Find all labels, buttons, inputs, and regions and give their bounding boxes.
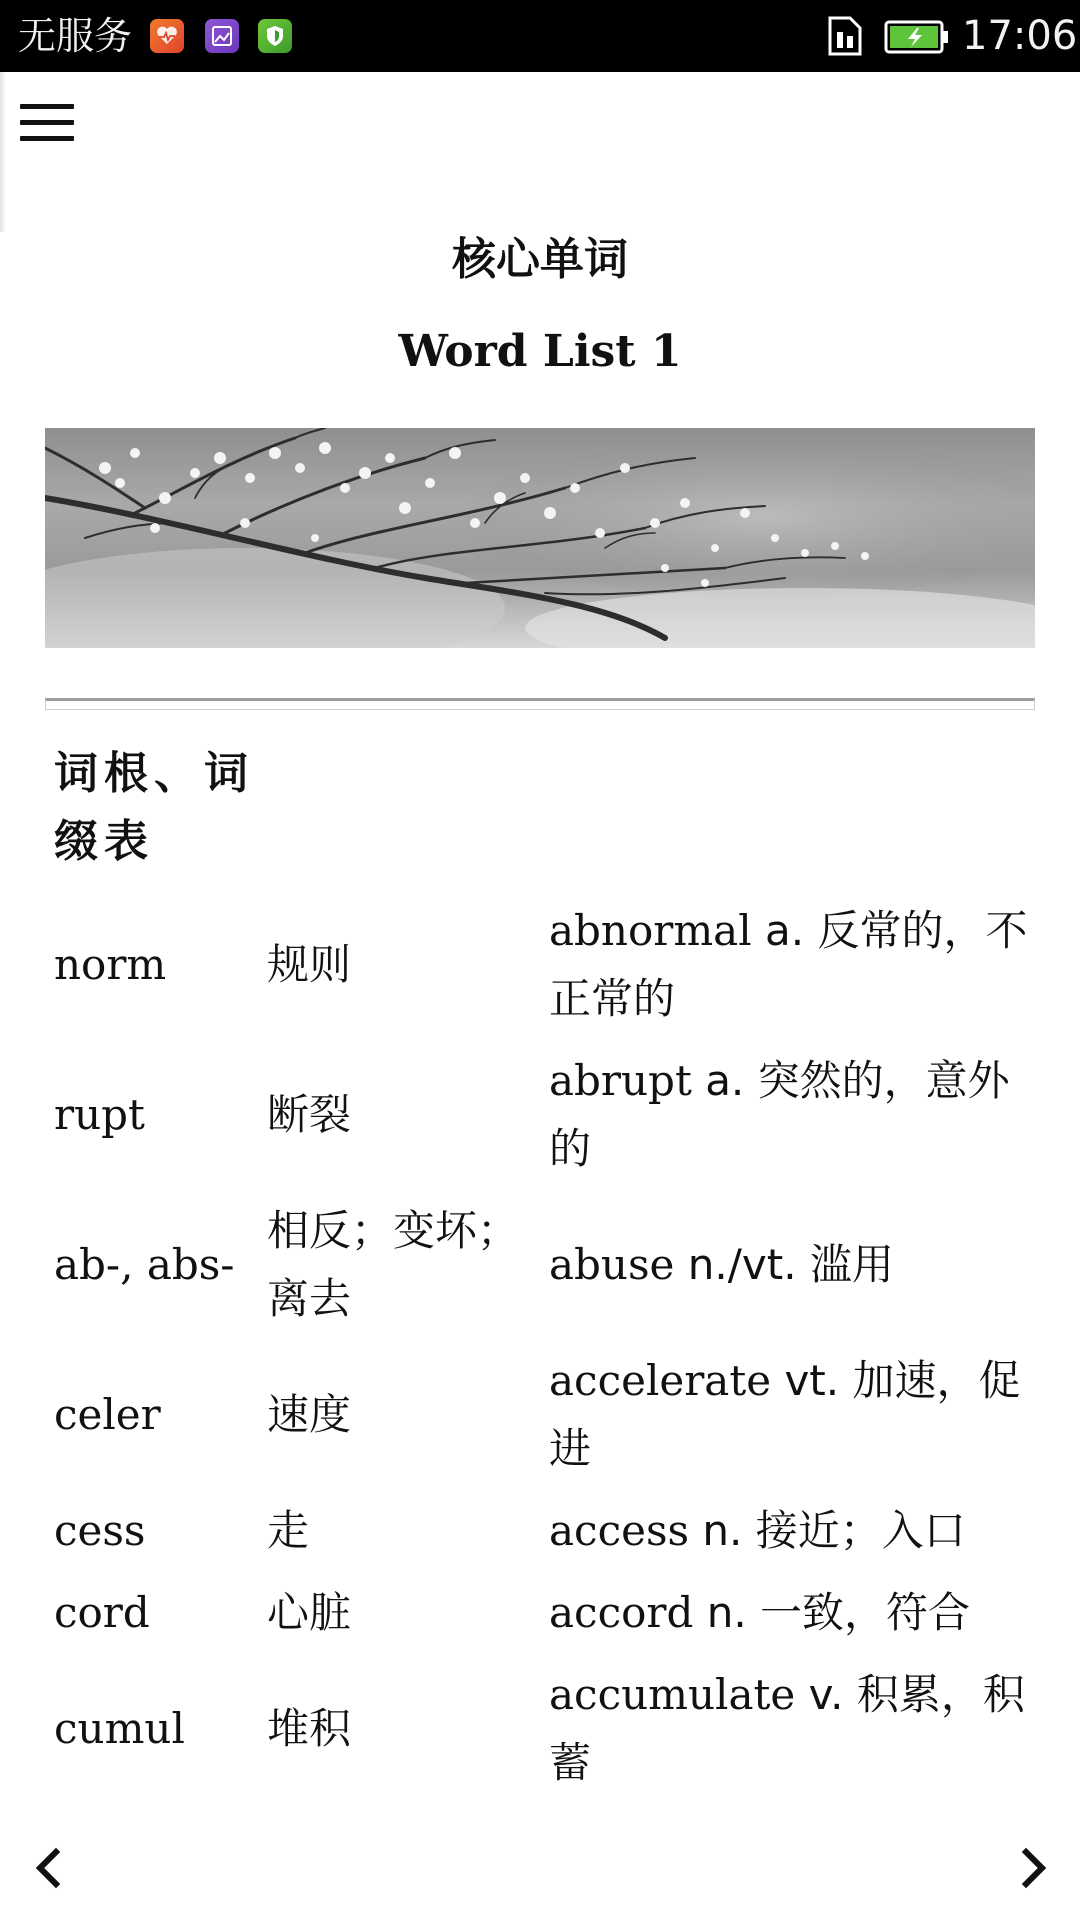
drawer-edge: [0, 72, 6, 232]
section-title: 词根、词缀表: [54, 748, 254, 867]
chevron-left-icon[interactable]: [18, 1836, 82, 1900]
meaning-cell: 堆积: [267, 1704, 352, 1753]
example-definition: vt. 加速，促进: [549, 1356, 1021, 1473]
health-app-icon: [150, 19, 184, 53]
page-title: 核心单词: [452, 234, 628, 285]
carrier-label: 无服务: [18, 14, 133, 58]
chevron-right-icon[interactable]: [1000, 1836, 1064, 1900]
root-cell: cord: [54, 1588, 150, 1637]
sim-card-icon: [828, 16, 862, 56]
meaning-cell: 相反；变坏；离去: [267, 1206, 520, 1323]
example-word: abrupt: [549, 1056, 692, 1105]
root-cell: norm: [54, 940, 167, 989]
root-cell: cess: [54, 1506, 146, 1555]
example-word: abuse: [549, 1240, 675, 1289]
table-row: [54, 1654, 1034, 1804]
example-cell: [549, 897, 1034, 1033]
battery-charging-icon: [884, 20, 950, 54]
example-definition: a. 反常的，不正常的: [549, 906, 1028, 1023]
table-row: [54, 1572, 1034, 1654]
example-definition: v. 积累，积蓄: [549, 1670, 1025, 1787]
section-divider: [45, 698, 1035, 710]
security-app-icon: [258, 19, 292, 53]
table-row: [54, 1340, 1034, 1490]
example-word: accelerate: [549, 1356, 772, 1405]
meaning-cell: 速度: [267, 1390, 352, 1439]
table-row: [54, 890, 1034, 1040]
example-word: accumulate: [549, 1670, 796, 1719]
example-definition: n. 一致，符合: [706, 1588, 971, 1637]
example-definition: n. 接近；入口: [702, 1506, 966, 1555]
example-cell: [549, 1347, 1034, 1483]
example-definition: a. 突然的，意外的: [549, 1056, 1010, 1173]
status-bar: [0, 0, 1080, 72]
example-word: access: [549, 1506, 690, 1555]
table-row: [54, 1490, 1034, 1572]
meaning-cell: 心脏: [267, 1588, 352, 1637]
example-definition: n./vt. 滥用: [687, 1240, 894, 1289]
root-cell: celer: [54, 1390, 161, 1439]
plum-blossom-branch-image: [45, 428, 1035, 648]
root-cell: rupt: [54, 1090, 145, 1139]
hamburger-menu-icon[interactable]: [14, 94, 84, 154]
gallery-app-icon: [205, 19, 239, 53]
word-list-title: Word List 1: [398, 326, 682, 377]
example-cell: [549, 1579, 1034, 1647]
example-cell: [549, 1661, 1034, 1797]
root-cell: cumul: [54, 1704, 185, 1753]
meaning-cell: 走: [267, 1506, 310, 1555]
meaning-cell: 规则: [267, 940, 352, 989]
table-row: [54, 1190, 1034, 1340]
example-cell: [549, 1231, 1034, 1299]
example-cell: [549, 1047, 1034, 1183]
status-time: 17:06: [962, 13, 1078, 59]
example-cell: [549, 1497, 1034, 1565]
meaning-cell: 断裂: [267, 1090, 352, 1139]
root-cell: ab-, abs-: [54, 1240, 235, 1289]
table-row: [54, 1040, 1034, 1190]
example-word: accord: [549, 1588, 694, 1637]
root-affix-table: [54, 890, 1034, 1804]
example-word: abnormal: [549, 906, 752, 955]
